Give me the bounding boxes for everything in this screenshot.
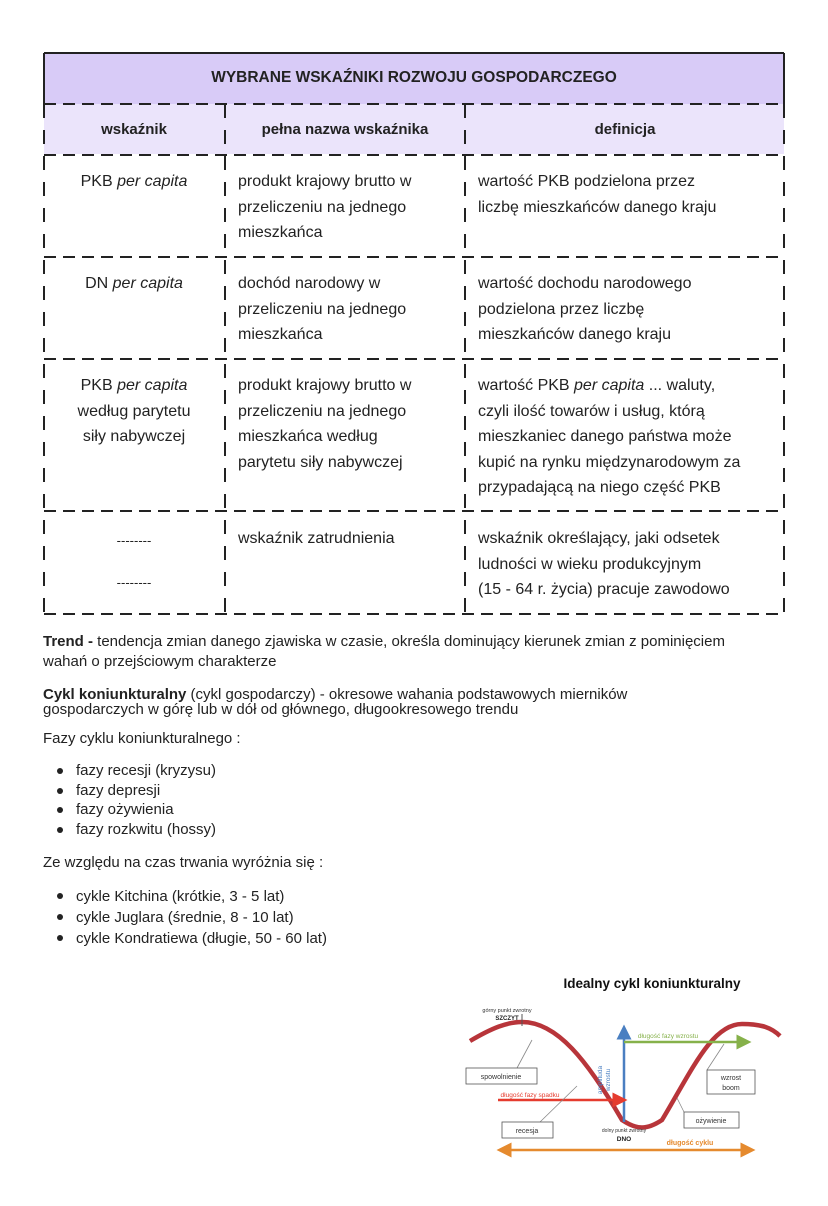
trend-text: tendencja zmian danego zjawiska w czasie, określa dominujący kierunek zmian z pominięciem (97, 633, 725, 650)
header-full-name: pełna nazwa wskaźnika (261, 121, 429, 138)
cycle-term: Cykl koniunkturalny (43, 686, 187, 703)
slowdown-label: spowolnienie (480, 1074, 522, 1081)
cycle-length-label: długość cyklu (666, 1140, 714, 1147)
row3-def-line: kupić na rynku międzynarodowym za (478, 453, 741, 471)
phases-heading: Fazy cyklu koniunkturalnego : (43, 730, 241, 747)
amplitude-label: wzrostu (605, 1068, 612, 1092)
row1-indicator-abbr: PKB (80, 173, 118, 190)
row3-indicator (43, 373, 225, 450)
bottom-turning-label: dolny punkt zwrotny (601, 1128, 647, 1134)
recovery-label: ożywienie (695, 1118, 727, 1125)
row3-indicator-percapita: per capita (117, 377, 188, 394)
row1-definition (478, 169, 783, 220)
growth-pointer (707, 1044, 724, 1070)
business-cycle-diagram (462, 970, 790, 1162)
top-turning-label: górny punkt zwrotny (482, 1008, 532, 1014)
row4-full-line: wskaźnik zatrudnienia (238, 530, 395, 547)
row3-full-line: produkt krajowy brutto w (238, 377, 412, 394)
row3-indicator-abbr: PKB (80, 377, 118, 394)
row4-indicator-dash: -------- (116, 533, 152, 548)
row2-full-line: dochód narodowy w (238, 275, 381, 292)
row3-def-line: mieszkaniec danego państwa może (478, 428, 732, 445)
row3-indicator-line: według parytetu (77, 402, 191, 420)
row4-full-name (238, 526, 463, 552)
growth-label: boom (722, 1085, 740, 1092)
trend-term: Trend - (43, 633, 98, 650)
row1-def-line: wartość PKB podzielona przez (478, 173, 695, 190)
list-item: fazy depresji (43, 781, 216, 801)
row2-indicator-percapita: per capita (112, 275, 183, 292)
growth-length-label: długość fazy wzrostu (637, 1033, 699, 1040)
row1-full-line: produkt krajowy brutto w (238, 173, 412, 190)
cycle-definition (43, 687, 788, 717)
slowdown-pointer (517, 1040, 532, 1068)
row2-def-line: wartość dochodu narodowego (478, 275, 692, 292)
row2-indicator-abbr: DN (85, 275, 113, 292)
durations-heading: Ze względu na czas trwania wyróżnia się : (43, 854, 324, 871)
row2-def-line: mieszkańców danego kraju (478, 326, 671, 343)
row3-full-name (238, 373, 463, 475)
row1-full-line: przeliczeniu na jednego (238, 198, 407, 216)
list-item: cykle Juglara (średnie, 8 - 10 lat) (43, 907, 327, 928)
growth-label: wzrost (720, 1075, 742, 1082)
row2-full-line: przeliczeniu na jednego (238, 300, 407, 318)
row4-definition (478, 526, 783, 603)
diagram-title: Idealny cykl koniunkturalny (563, 976, 741, 991)
table-title: WYBRANE WSKAŹNIKI ROZWOJU GOSPODARCZEGO (211, 69, 617, 86)
row2-full-line: mieszkańca (238, 326, 323, 343)
trough-label: DNO (616, 1136, 632, 1143)
amplitude-label: amplituda (597, 1065, 604, 1095)
decline-length-label: długość fazy spadku (500, 1092, 560, 1099)
recession-label: recesja (515, 1128, 539, 1135)
row4-def-line: (15 - 64 r. życia) pracuje zawodowo (478, 581, 730, 598)
row3-def-text: ... waluty, (644, 377, 716, 394)
row3-full-line: parytetu siły nabywczej (238, 453, 403, 471)
row1-indicator (43, 169, 225, 195)
cycle-text: (cykl gospodarczy) - okresowe wahania podstawowych mierników (186, 686, 628, 703)
durations-list (43, 886, 327, 949)
row3-full-line: mieszkańca według (238, 428, 378, 445)
row3-def-line: przypadającą na niego część PKB (478, 479, 721, 496)
list-item: cykle Kitchina (krótkie, 3 - 5 lat) (43, 886, 327, 907)
row3-indicator-line: siły nabywczej (82, 428, 186, 445)
cycle-text: gospodarczych w górę lub w dół od głównego, długookresowego trendu (43, 701, 519, 718)
row3-def-italic: per capita (574, 377, 645, 394)
cycle-figure (462, 970, 790, 1162)
row2-def-line: podzielona przez liczbę (478, 300, 645, 318)
row1-full-line: mieszkańca (238, 224, 323, 241)
trend-definition (43, 632, 788, 672)
row2-indicator (43, 271, 225, 297)
trend-text: wahań o przejściowym charakterze (43, 653, 277, 670)
list-item: cykle Kondratiewa (długie, 50 - 60 lat) (43, 928, 327, 949)
list-item: fazy rozkwitu (hossy) (43, 820, 216, 840)
row1-def-line: liczbę mieszkańców danego kraju (478, 198, 717, 216)
row4-def-line: wskaźnik określający, jaki odsetek (478, 530, 720, 547)
row3-def-line: czyli ilość towarów i usług, którą (478, 402, 705, 420)
row4-def-line: ludności w wieku produkcyjnym (478, 555, 702, 573)
row3-full-line: przeliczeniu na jednego (238, 402, 407, 420)
row2-definition (478, 271, 783, 348)
row3-definition (478, 373, 783, 501)
header-definition: definicja (594, 121, 656, 138)
indicators-table (43, 52, 785, 615)
row1-indicator-percapita: per capita (117, 173, 188, 190)
recovery-pointer (677, 1098, 684, 1112)
row2-full-name (238, 271, 463, 348)
list-item: fazy ożywienia (43, 800, 216, 820)
header-indicator: wskaźnik (101, 121, 167, 138)
row1-full-name (238, 169, 463, 246)
peak-label: SZCZYT (495, 1016, 519, 1022)
row4-indicator-dash: -------- (116, 574, 152, 590)
phases-list (43, 761, 216, 839)
list-item: fazy recesji (kryzysu) (43, 761, 216, 781)
row3-def-text: wartość PKB (478, 377, 575, 394)
row4-indicator (43, 528, 225, 595)
